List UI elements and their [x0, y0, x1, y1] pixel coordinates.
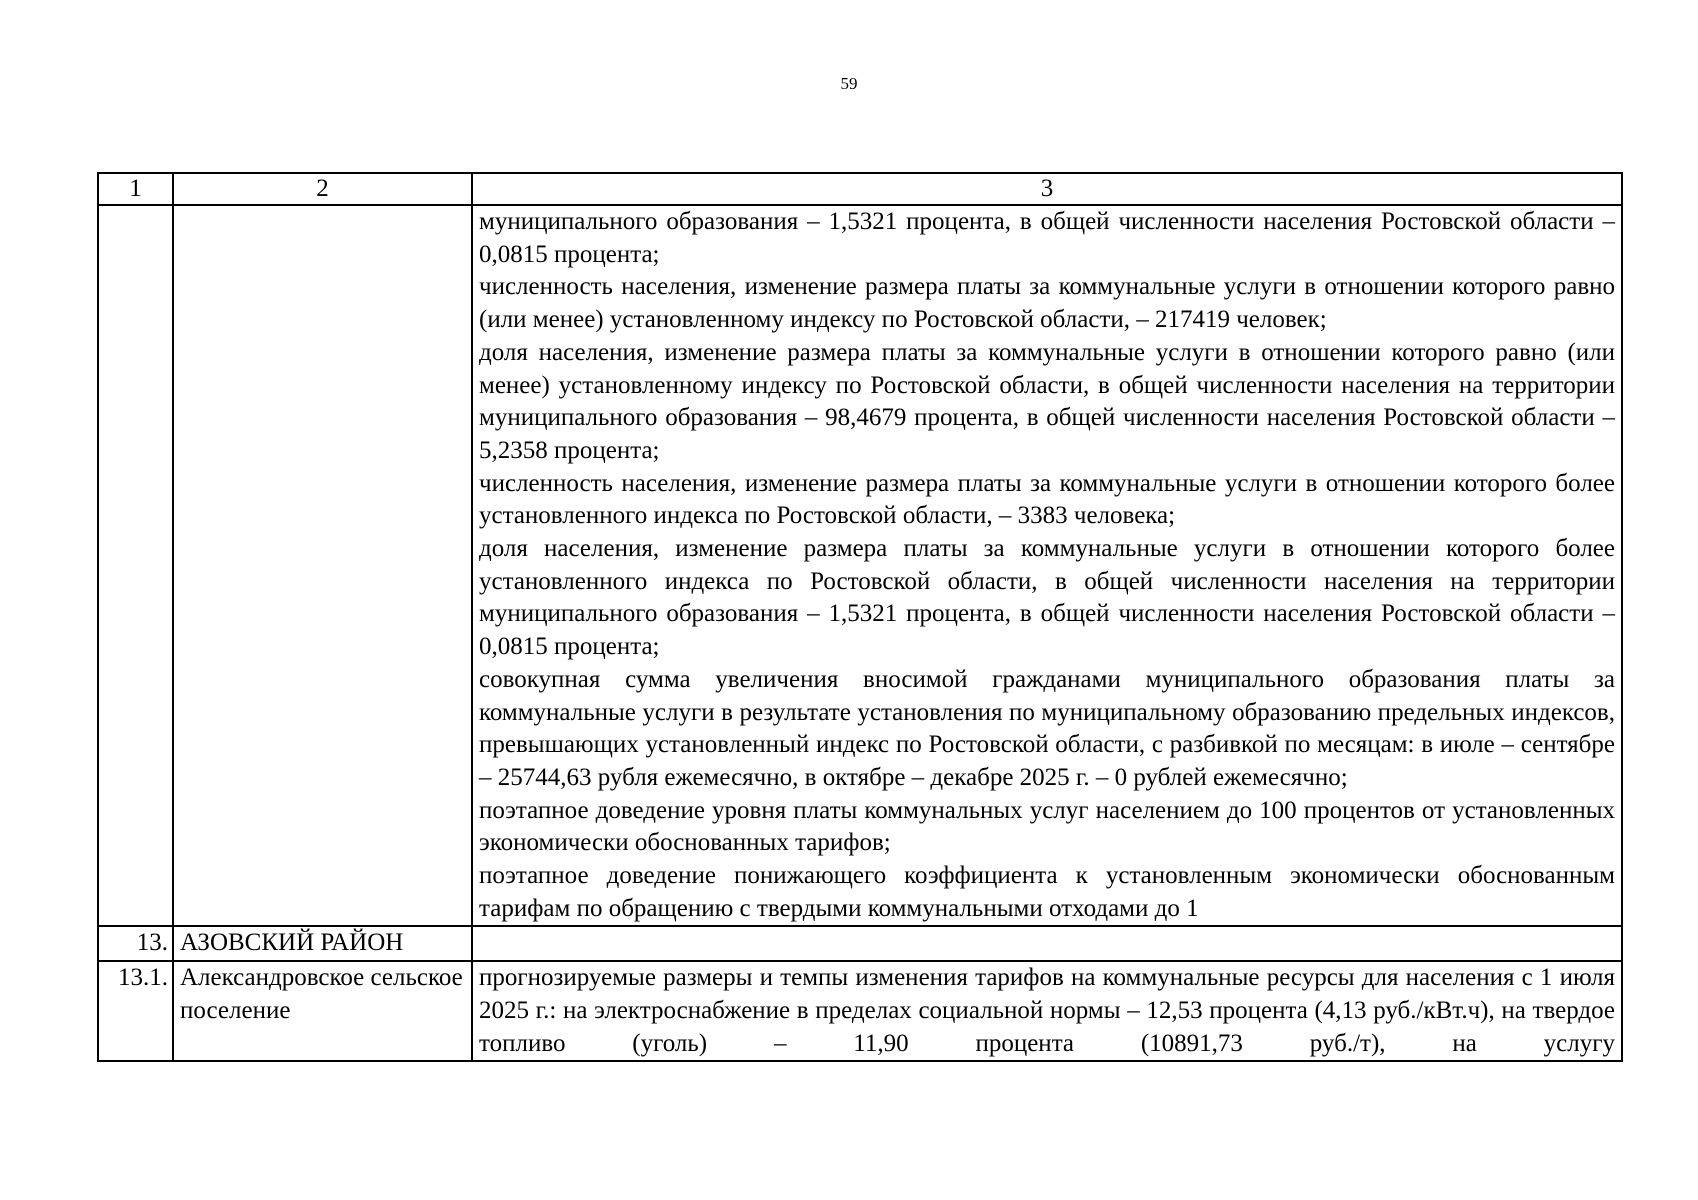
- section-description: [472, 926, 1622, 961]
- table-row-continuation: [98, 205, 1622, 926]
- subsection-description: [472, 961, 1622, 1061]
- paragraph: прогнозируемые размеры и темпы изменения тарифов на коммунальные ресурсы для населения с 1 июля 2025 г.: на электроснабжение в пределах социальной нормы – 12,53 процента (4,13 руб./кВт.ч), на твердое топливо (уголь) – 11,90 процента (10891,73 руб./т), на услугу: [479, 964, 1615, 1057]
- section-number: 13.: [98, 926, 173, 961]
- tariff-table: [97, 172, 1623, 1062]
- paragraph: совокупная сумма увеличения вносимой гражданами муниципального образования платы за коммунальные услуги в результате установления по муниципальному образованию предельных индексов, превышающих установленный индекс по Ростовской области, с разбивкой по месяцам: в июле – сентябре – 25744,63 рубля ежемесячно, в октябре – декабре 2025 г. – 0 рублей ежемесячно;: [479, 665, 1615, 791]
- paragraph: доля населения, изменение размера платы за коммунальные услуги в отношении которого равно (или менее) установленному индексу по Ростовской области, в общей численности населения на территории муниципального образования – 98,4679 процента, в общей численности населения Ростовской области – 5,2358 процента;: [479, 338, 1615, 464]
- page-number: 59: [840, 74, 858, 93]
- table-header-row: [98, 173, 1622, 205]
- row-number: [98, 205, 173, 926]
- row-description: [472, 205, 1622, 926]
- subsection-title: Александровское сельское поселение: [173, 961, 472, 1061]
- paragraph: поэтапное доведение понижающего коэффициента к установленным экономически обоснованным тарифам по обращению с твердыми коммунальными отходами до 1: [479, 862, 1615, 922]
- paragraph: муниципального образования – 1,5321 процента, в общей численности населения Ростовской области – 0,0815 процента;: [479, 208, 1615, 268]
- row-name: [173, 205, 472, 926]
- table-row-section: [98, 926, 1622, 961]
- paragraph: численность населения, изменение размера платы за коммунальные услуги в отношении которого более установленного индекса по Ростовской области, – 3383 человека;: [479, 469, 1615, 530]
- column-header: 3: [472, 173, 1622, 205]
- column-header: 1: [98, 173, 173, 205]
- paragraph: численность населения, изменение размера платы за коммунальные услуги в отношении которого равно (или менее) установленному индексу по Ростовской области, – 217419 человек;: [479, 273, 1615, 334]
- subsection-number: 13.1.: [98, 961, 173, 1061]
- paragraph: поэтапное доведение уровня платы коммунальных услуг населением до 100 процентов от установленных экономически обоснованных тарифов;: [479, 796, 1615, 857]
- table-row-subsection: [98, 961, 1622, 1061]
- paragraph: доля населения, изменение размера платы за коммунальные услуги в отношении которого более установленного индекса по Ростовской области, в общей численности населения на территории муниципального образования – 1,5321 процента, в общей численности населения Ростовской области – 0,0815 процента;: [479, 535, 1615, 661]
- column-header: 2: [173, 173, 472, 205]
- section-title: АЗОВСКИЙ РАЙОН: [173, 926, 472, 961]
